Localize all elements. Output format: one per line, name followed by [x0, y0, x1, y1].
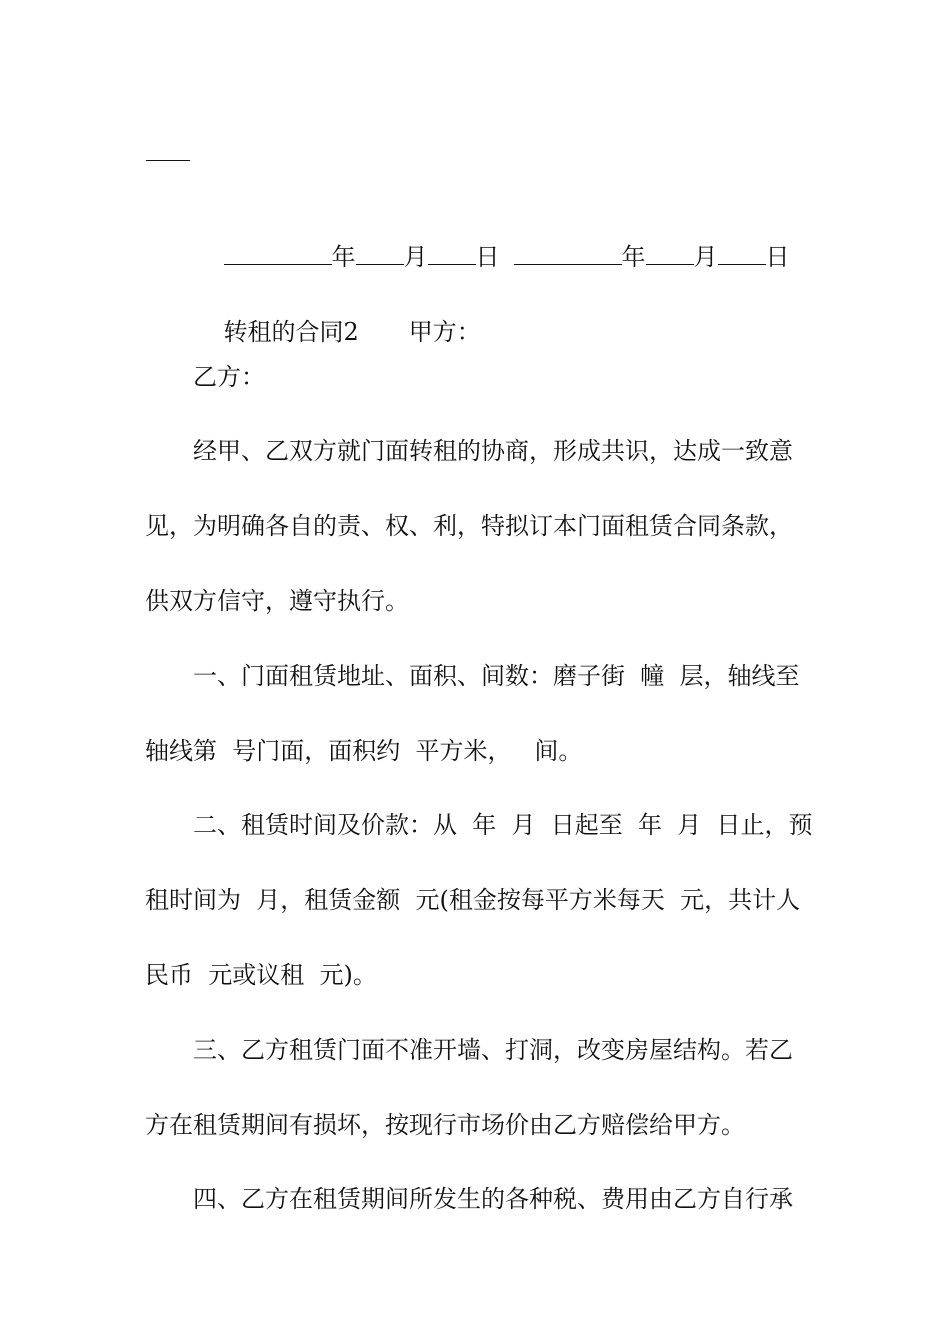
- clause-2-line: 民币 元或议租 元)。: [145, 961, 377, 989]
- clause-1-line: 一、门面租赁地址、面积、间数：磨子街 幢 层，轴线至: [193, 662, 800, 690]
- month-blank-a: [356, 242, 404, 265]
- day-blank-a: [428, 242, 476, 265]
- year-blank-a: [224, 242, 332, 265]
- date-line: [193, 212, 810, 271]
- paragraph-line: 供双方信守，遵守执行。: [145, 587, 409, 615]
- paragraph-line: 经甲、乙双方就门面转租的协商，形成共识，达成一致意: [193, 437, 793, 465]
- clause-3-line: 三、乙方租赁门面不准开墙、打洞，改变房屋结构。若乙: [193, 1036, 793, 1064]
- paragraph-line: 见，为明确各自的责、权、利，特拟订本门面租赁合同条款，: [145, 512, 793, 540]
- clause-2-line: 租时间为 月，租赁金额 元(租金按每平方米每天 元，共计人: [145, 886, 801, 914]
- party-a-label: 甲方：: [408, 318, 481, 346]
- signature-rule: [146, 160, 190, 161]
- year-blank-b: [514, 242, 622, 265]
- clause-3-line: 方在租赁期间有损坏，按现行市场价由乙方赔偿给甲方。: [145, 1111, 745, 1139]
- party-b-label: 乙方：: [193, 363, 265, 391]
- clause-4-line: 四、乙方在租赁期间所发生的各种税、费用由乙方自行承: [193, 1185, 793, 1213]
- title-line: [193, 287, 810, 346]
- clause-2-line: 二、租赁时间及价款：从 年 月 日起至 年 月 日止，预: [193, 811, 813, 839]
- month-label-b: 月: [693, 243, 718, 271]
- year-label-a: 年: [331, 243, 356, 271]
- month-blank-b: [646, 242, 694, 265]
- day-label-a: 日: [475, 243, 500, 271]
- document-title: 转租的合同2: [223, 318, 359, 346]
- month-label-a: 月: [403, 243, 428, 271]
- day-blank-b: [718, 242, 766, 265]
- clause-1-line: 轴线第 号门面，面积约 平方米， 间。: [145, 737, 583, 765]
- year-label-b: 年: [621, 243, 646, 271]
- day-label-b: 日: [765, 243, 790, 271]
